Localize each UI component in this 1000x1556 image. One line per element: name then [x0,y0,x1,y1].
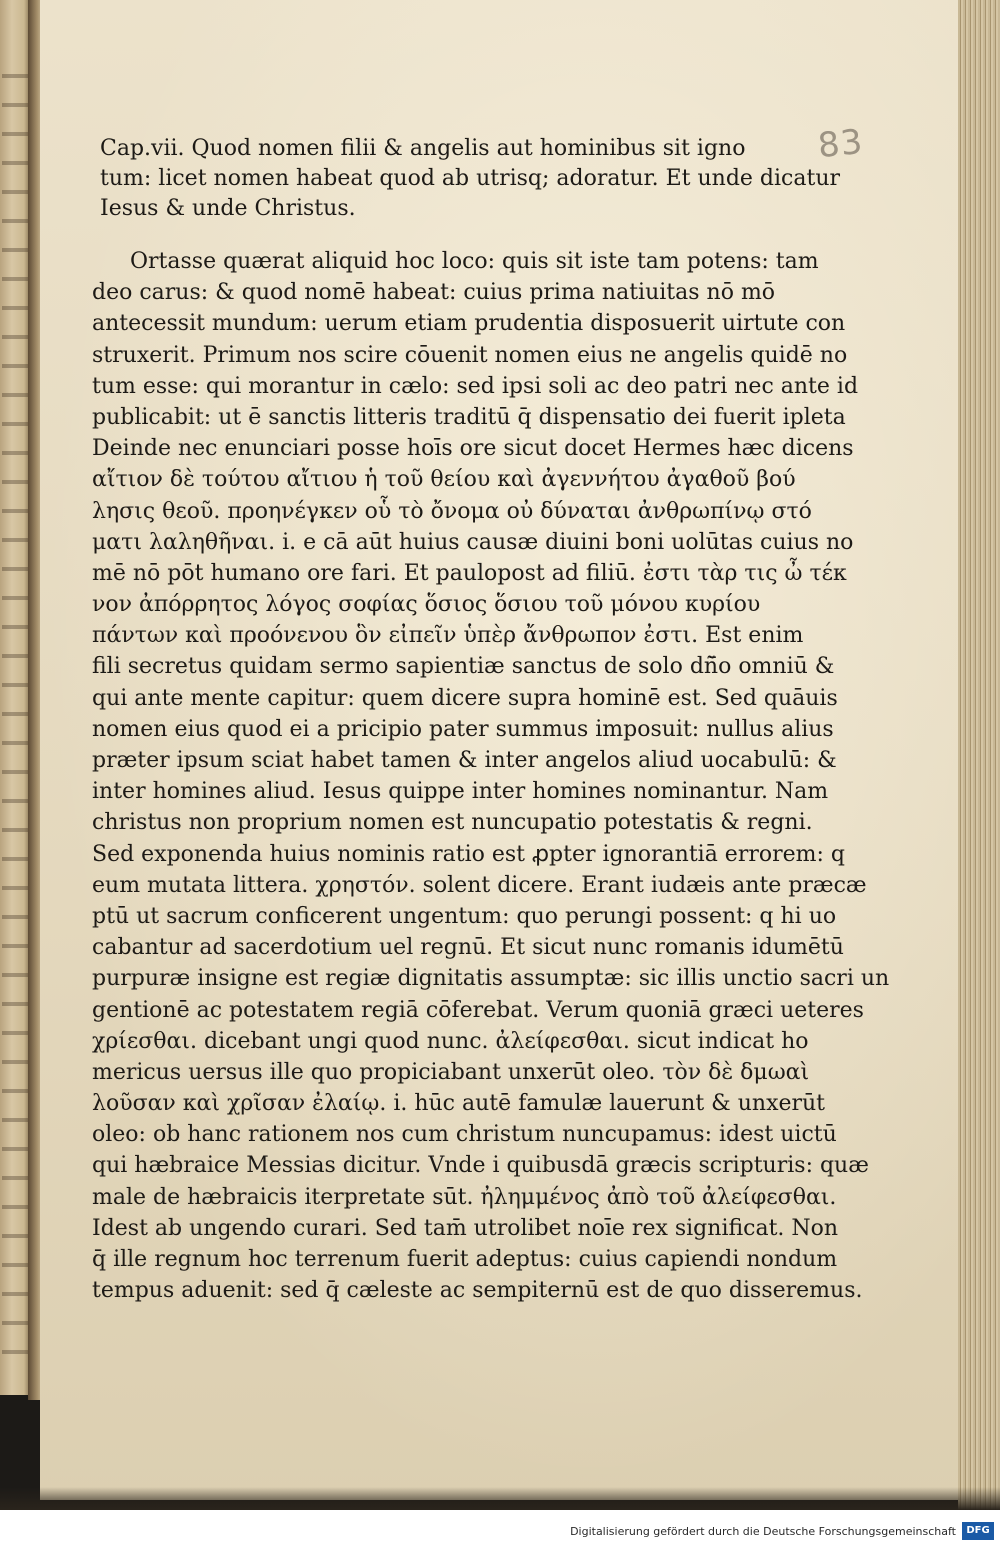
body-text [92,246,890,1306]
text-line: νον ἀπόρρητος λόγος σοφίας ὅσιος ὅσιου τοῦ μόνου κυρίου [92,592,761,618]
text-line: Sed exponenda huius nominis ratio est ꝓpter ignorantiā errorem: q [92,841,845,867]
footer-bar [0,1510,1000,1556]
text-line: χρίεσθαι. dicebant ungi quod nunc. ἀλείφεσθαι. sicut indicat ho [92,1028,809,1054]
text-line: oleo: ob hanc rationem nos cum christum nuncupamus: idest uictū [92,1122,837,1148]
text-line: deo carus: & quod nomē habeat: cuius prima natiuitas nō mō [92,280,776,306]
text-line: Idest ab ungendo curari. Sed tam̄ utrolibet noīe rex significat. Non [92,1215,839,1241]
page-stack-edge [958,0,1000,1510]
heading-line: Iesus & unde Christus. [100,196,356,221]
text-line: fili secretus quidam sermo sapientiæ sanctus de solo dñ̄o omniū & [92,654,835,680]
text-line: qui hæbraice Messias dicitur. Vnde i quibusdā græcis scripturis: quæ [92,1153,869,1179]
text-line: præter ipsum sciat habet tamen & inter angelos aliud uocabulū: & [92,748,837,773]
text-line: eum mutata littera. χρηστόν. solent dicere. Erant iudæis ante præcæ [92,872,867,898]
chapter-heading [100,134,841,224]
facing-page-edge [0,0,30,1395]
funding-credit: Digitalisierung gefördert durch die Deutsche Forschungsgemeinschaft [570,1525,956,1538]
heading-line: tum: licet nomen habeat quod ab utrisq; adoratur. Et unde dicatur [100,166,841,191]
text-line: λοῦσαν καὶ χρῖσαν ἐλαίῳ. i. hūc autē famulæ lauerunt & unxerūt [92,1091,826,1117]
text-line: antecessit mundum: uerum etiam prudentia disposuerit uirtute con [92,311,846,337]
text-line: πάντων καὶ προόνενου ὃν εἰπεῖν ὑπὲρ ἄνθρωπον ἐστι. Est enim [92,623,804,649]
text-line: publicabit: ut ē sanctis litteris traditū q̄ dispensatio dei fuerit ipleta [92,404,846,430]
text-line: cabantur ad sacerdotium uel regnū. Et sicut nunc romanis idumētū [92,935,844,961]
text-line: struxerit. Primum nos scire cōuenit nomen eius ne angelis quidē no [92,342,848,368]
text-line: Deinde nec enunciari posse hoīs ore sicut docet Hermes hæc dicens [92,436,854,462]
dfg-logo: DFG [962,1522,994,1540]
text-line: qui ante mente capitur: quem dicere supra hominē est. Sed quāuis [92,685,838,711]
text-line: christus non proprium nomen est nuncupatio potestatis & regni. [92,810,813,836]
text-line: Ortasse quærat aliquid hoc loco: quis sit iste tam potens: tam [130,249,819,274]
text-line: mericus uersus ille quo propiciabant unxerūt oleo. τὸν δὲ δμωαὶ [92,1059,810,1085]
text-line: ptū ut sacrum conficerent ungentum: quo perungi possent: q hi uo [92,903,837,929]
text-line: αἴτιον δὲ τούτου αἴτιου ἡ τοῦ θείου καὶ ἀγεννήτου ἀγαθοῦ βού [92,467,796,493]
text-line: tempus aduenit: sed q̄ cæleste ac sempiternū est de quo disseremus. [92,1278,863,1304]
text-line: gentionē ac potestatem regiā cōferebat. Verum quoniā græci ueteres [92,997,864,1023]
text-line: purpuræ insigne est regiæ dignitatis assumptæ: sic illis unctio sacri un [92,966,890,992]
folio-number: 83 [816,121,866,167]
text-line: nomen eius quod ei a pricipio pater summus imposuit: nullus alius [92,716,834,742]
facing-page-text-fragments [2,60,28,1360]
text-line: ματι λαληθῆναι. i. e cā aūt huius causæ diuini boni uolūtas cuius no [92,529,854,555]
text-line: mē nō pōt humano ore fari. Et paulopost ad filiū. ἐστι τὰρ τις ὦ τέκ [92,560,847,586]
text-line: tum esse: qui morantur in cælo: sed ipsi soli ac deo patri nec ante id [92,373,859,399]
text-line: male de hæbraicis iterpretate sūt. ἠλημμένος ἀπὸ τοῦ ἀλείφεσθαι. [92,1184,837,1210]
text-line: q̄ ille regnum hoc terrenum fuerit adeptus: cuius capiendi nondum [92,1247,838,1272]
heading-line: Cap.vii. Quod nomen filii & angelis aut hominibus sit igno [100,136,746,161]
text-line: inter homines aliud. Iesus quippe inter homines nominantur. Nam [92,779,829,805]
text-line: λησις θεοῦ. προηνέγκεν οὗ τὸ ὄνομα οὐ δύναται ἀνθρωπίνῳ στό [92,498,812,524]
